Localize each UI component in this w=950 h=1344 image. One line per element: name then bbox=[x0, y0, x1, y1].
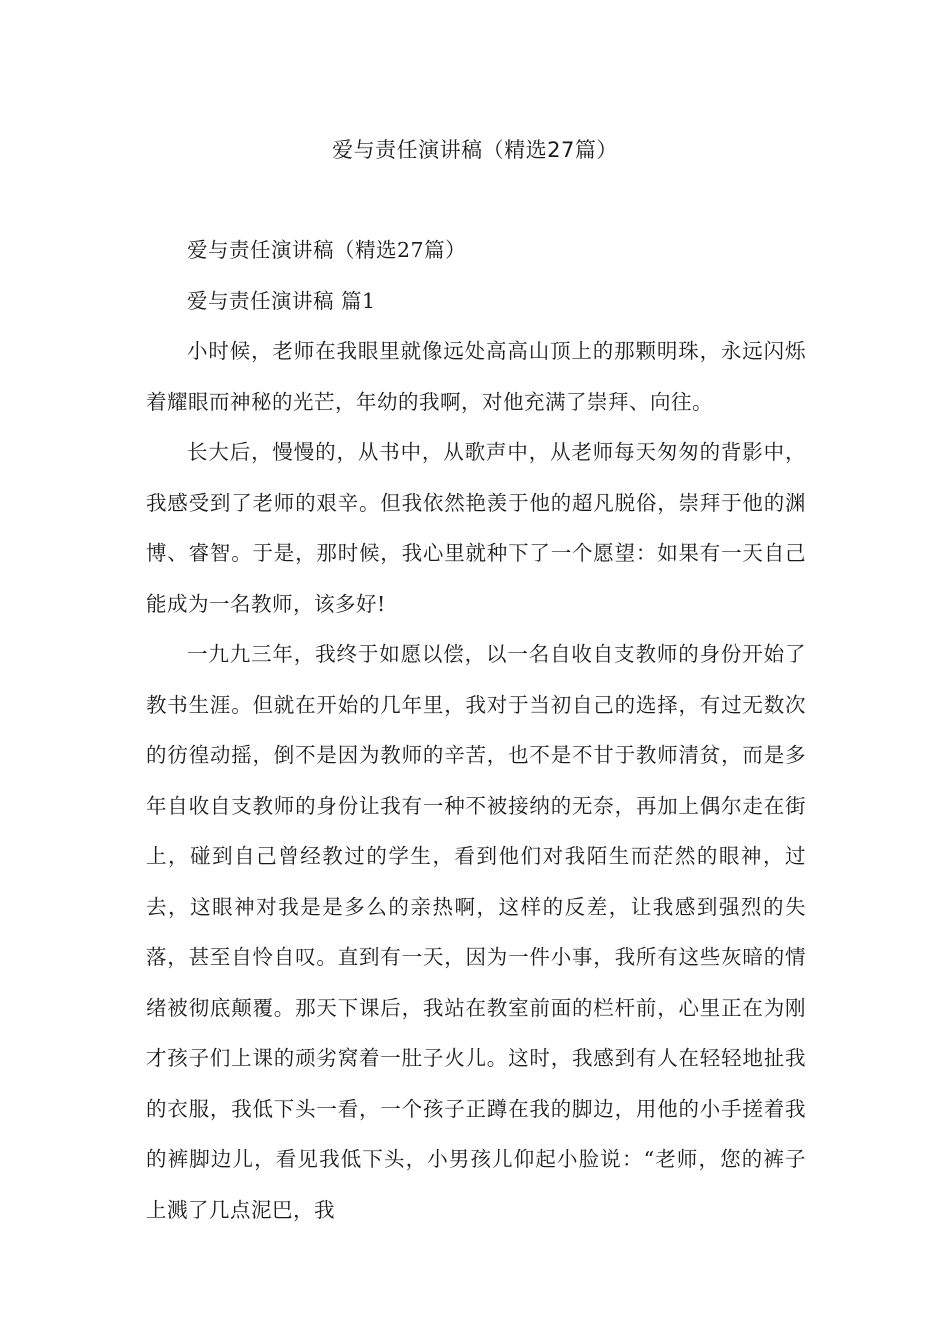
paragraph: 一九九三年，我终于如愿以偿，以一名自收自支教师的身份开始了教书生涯。但就在开始的几年里，我对于当初自己的选择，有过无数次的彷徨动摇，倒不是因为教师的辛苦，也不是不甘于教师清贫，而是多年自收自支教师的身份让我有一种不被接纳的无奈，再加上偶尔走在街上，碰到自己曾经教过的学生，看到他们对我陌生而茫然的眼神，过去，这眼神对我是是多么的亲热啊，这样的反差，让我感到强烈的失落，甚至自怜自叹。直到有一天，因为一件小事，我所有这些灰暗的情绪被彻底颠覆。那天下课后，我站在教室前面的栏杆前，心里正在为刚才孩子们上课的顽劣窝着一肚子火儿。这时，我感到有人在轻轻地扯我的衣服，我低下头一看，一个孩子正蹲在我的脚边，用他的小手搓着我的裤脚边儿，看见我低下头，小男孩儿仰起小脸说：“老师，您的裤子上溅了几点泥巴，我 bbox=[146, 642, 806, 1222]
paragraph: 小时候，老师在我眼里就像远处高高山顶上的那颗明珠，永远闪烁着耀眼而神秘的光芒，年幼的我啊，对他充满了崇拜、向往。 bbox=[146, 339, 806, 414]
document-body bbox=[146, 225, 806, 1235]
paragraph-section-heading: 爱与责任演讲稿 篇1 bbox=[187, 288, 376, 313]
paragraph-subtitle: 爱与责任演讲稿（精选27篇） bbox=[187, 238, 467, 262]
document-title: 爱与责任演讲稿（精选27篇） bbox=[332, 138, 618, 162]
paragraph: 长大后，慢慢的，从书中，从歌声中，从老师每天匆匆的背影中，我感受到了老师的艰辛。但我依然艳羡于他的超凡脱俗，崇拜于他的渊博、睿智。于是，那时候，我心里就种下了一个愿望：如果有一天自己能成为一名教师，该多好! bbox=[146, 440, 806, 616]
